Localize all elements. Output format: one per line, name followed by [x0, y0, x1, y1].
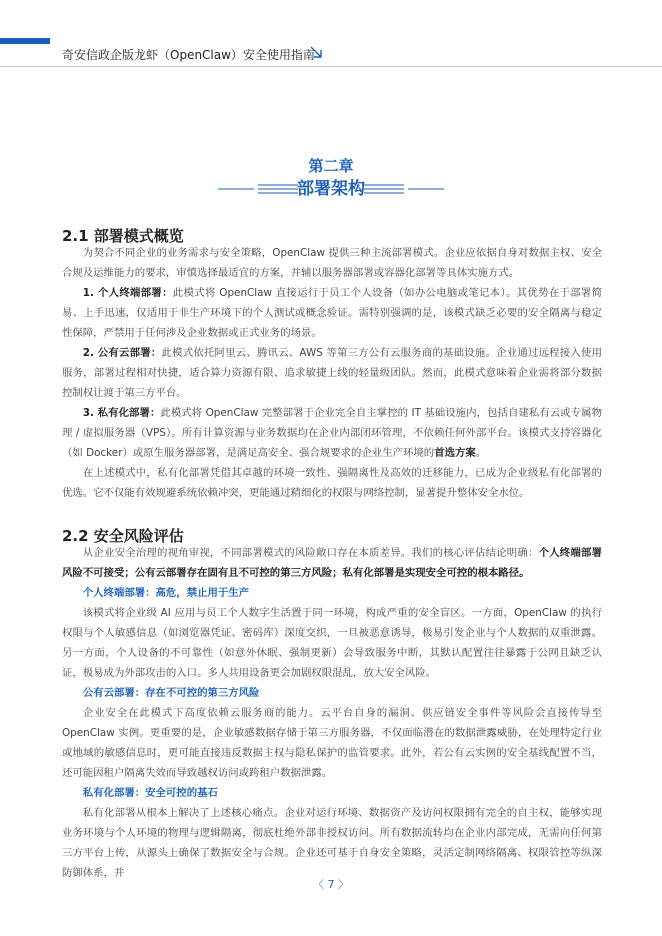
paragraph — [62, 343, 602, 403]
paragraph — [62, 543, 602, 583]
page-footer — [0, 876, 662, 892]
paragraph-text: 为契合不同企业的业务需求与安全策略，OpenClaw 提供三种主流部署模式。企业应依据自身对数据主权、安全合规及运维能力的要求，审慎选择最适宜的方案，并辅以服务器部署或容器化部署等具体实施方式。 — [62, 247, 602, 279]
decorative-lines-right — [364, 182, 444, 196]
paragraph-text: 此模式将 OpenClaw 完整部署于企业完全自主掌控的 IT 基础设施内，包括自建私有云或专属物理 / 虚拟服务器（VPS）。所有计算资源与业务数据均在企业内部闭环管理，不依赖任何外部平台。该模式支持容器化（如 Docker）或原生服务器部署，是满足高安全、强合规要求的企业生产环境的 — [62, 407, 602, 459]
page-header — [0, 38, 662, 70]
subheading: 公有云部署：存在不可控的第三方风险 — [82, 687, 260, 699]
emphasis-text: 首选方案 — [434, 447, 476, 459]
section-2-2-body — [62, 543, 602, 883]
header-accent-bar — [0, 38, 50, 44]
arrow-down-right-icon — [309, 45, 323, 59]
paragraph-text: 企业安全在此模式下高度依赖云服务商的能力。云平台自身的漏洞、供应链安全事件等风险会直接传导至 OpenClaw 实例。更重要的是，企业敏感数据存储于第三方服务器，不仅面临潜在的数据泄露威胁，在处理特定行业或地域的敏感信息时，更可能直接违反数据主权与隐私保护的监管要求。此外，若公有云实例的安全基线配置不当，还可能因租户隔离失效而导致越权访问或跨租户数据泄露。 — [62, 707, 602, 779]
paragraph-text: 该模式将企业级 AI 应用与员工个人数字生活置于同一环境，构成严重的安全盲区。一方面，OpenClaw 的执行权限与个人敏感信息（如浏览器凭证、密码库）深度交织，一旦被恶意诱导，极易引发企业与个人数据的双重泄露。另一方面，个人设备的不可靠性（如意外休眠、强制更新）会导致服务中断，其默认配置往往暴露于公网且缺乏认证，极易成为外部攻击的入口。多人共用设备更会加剧权限混乱，放大安全风险。 — [62, 607, 602, 679]
mode-label: 1. 个人终端部署： — [82, 287, 173, 299]
chapter-number: 第二章 — [308, 157, 354, 175]
subheading: 私有化部署：安全可控的基石 — [82, 787, 218, 799]
paragraph — [62, 403, 602, 463]
chapter-heading — [0, 156, 662, 202]
section-heading-2-2: 2.2 安全风险评估 — [62, 527, 184, 545]
paragraph-text: 在上述模式中，私有化部署凭借其卓越的环境一致性、强隔离性及高效的迁移能力，已成为企业级私有化部署的优选。它不仅能有效规避系统依赖冲突，更能通过精细化的权限与网络控制，显著提升整体安全水位。 — [62, 467, 602, 499]
paragraph-text: 此模式将 OpenClaw 直接运行于员工个人设备（如办公电脑或笔记本）。其优势在于部署简易、上手迅速，仅适用于非生产环境下的个人测试或概念验证。需特别强调的是，该模式缺乏必要的安全隔离与稳定性保障，严禁用于任何涉及企业数据或正式业务的场景。 — [62, 287, 602, 339]
paragraph-text: 从企业安全治理的视角审视，不同部署模式的风险敞口存在本质差异。我们的核心评估结论明确： — [82, 547, 539, 559]
subheading: 个人终端部署：高危，禁止用于生产 — [82, 587, 250, 599]
paragraph — [62, 803, 602, 883]
mode-label: 2. 公有云部署： — [82, 347, 162, 359]
paragraph-text: 。 — [475, 447, 487, 459]
paragraph — [62, 243, 602, 283]
paragraph-text: 此模式依托阿里云、腾讯云、AWS 等第三方公有云服务商的基础设施。企业通过远程接入使用服务，部署过程相对快捷，适合算力资源有限、追求敏捷上线的轻量级团队。然而，此模式意味着企业需将部分数据控制权让渡于第三方平台。 — [62, 347, 602, 399]
paragraph — [62, 703, 602, 783]
header-title: 奇安信政企版龙虾（OpenClaw）安全使用指南 — [62, 48, 315, 62]
paragraph — [62, 463, 602, 503]
paragraph-text: 私有化部署从根本上解决了上述核心痛点。企业对运行环境、数据资产及访问权限拥有完全的自主权，能够实现业务环境与个人环境的物理与逻辑隔离，彻底杜绝外部非授权访问。所有数据流转均在企业内部完成，无需向任何第三方平台上传，从源头上确保了数据安全与合规。企业还可基于自身安全策略，灵活定制网络隔离、权限管控等纵深防御体系，并 — [62, 807, 602, 879]
page-number: 7 — [327, 878, 335, 891]
mode-label: 3. 私有化部署： — [82, 407, 161, 419]
page-mark-right: 〉 — [338, 878, 349, 891]
paragraph — [62, 603, 602, 683]
section-heading-2-1: 2.1 部署模式概览 — [62, 227, 184, 245]
section-2-1-body — [62, 243, 602, 503]
chapter-title: 部署架构 — [297, 179, 365, 199]
decorative-lines-left — [218, 182, 298, 196]
paragraph — [62, 283, 602, 343]
page-mark-left: 〈 — [313, 878, 324, 891]
emphasis-text: 个人终端部署风险不可接受；公有云部署存在固有且不可控的第三方风险；私有化部署是实现安全可控的根本路径。 — [62, 547, 603, 579]
header-divider — [0, 66, 662, 67]
